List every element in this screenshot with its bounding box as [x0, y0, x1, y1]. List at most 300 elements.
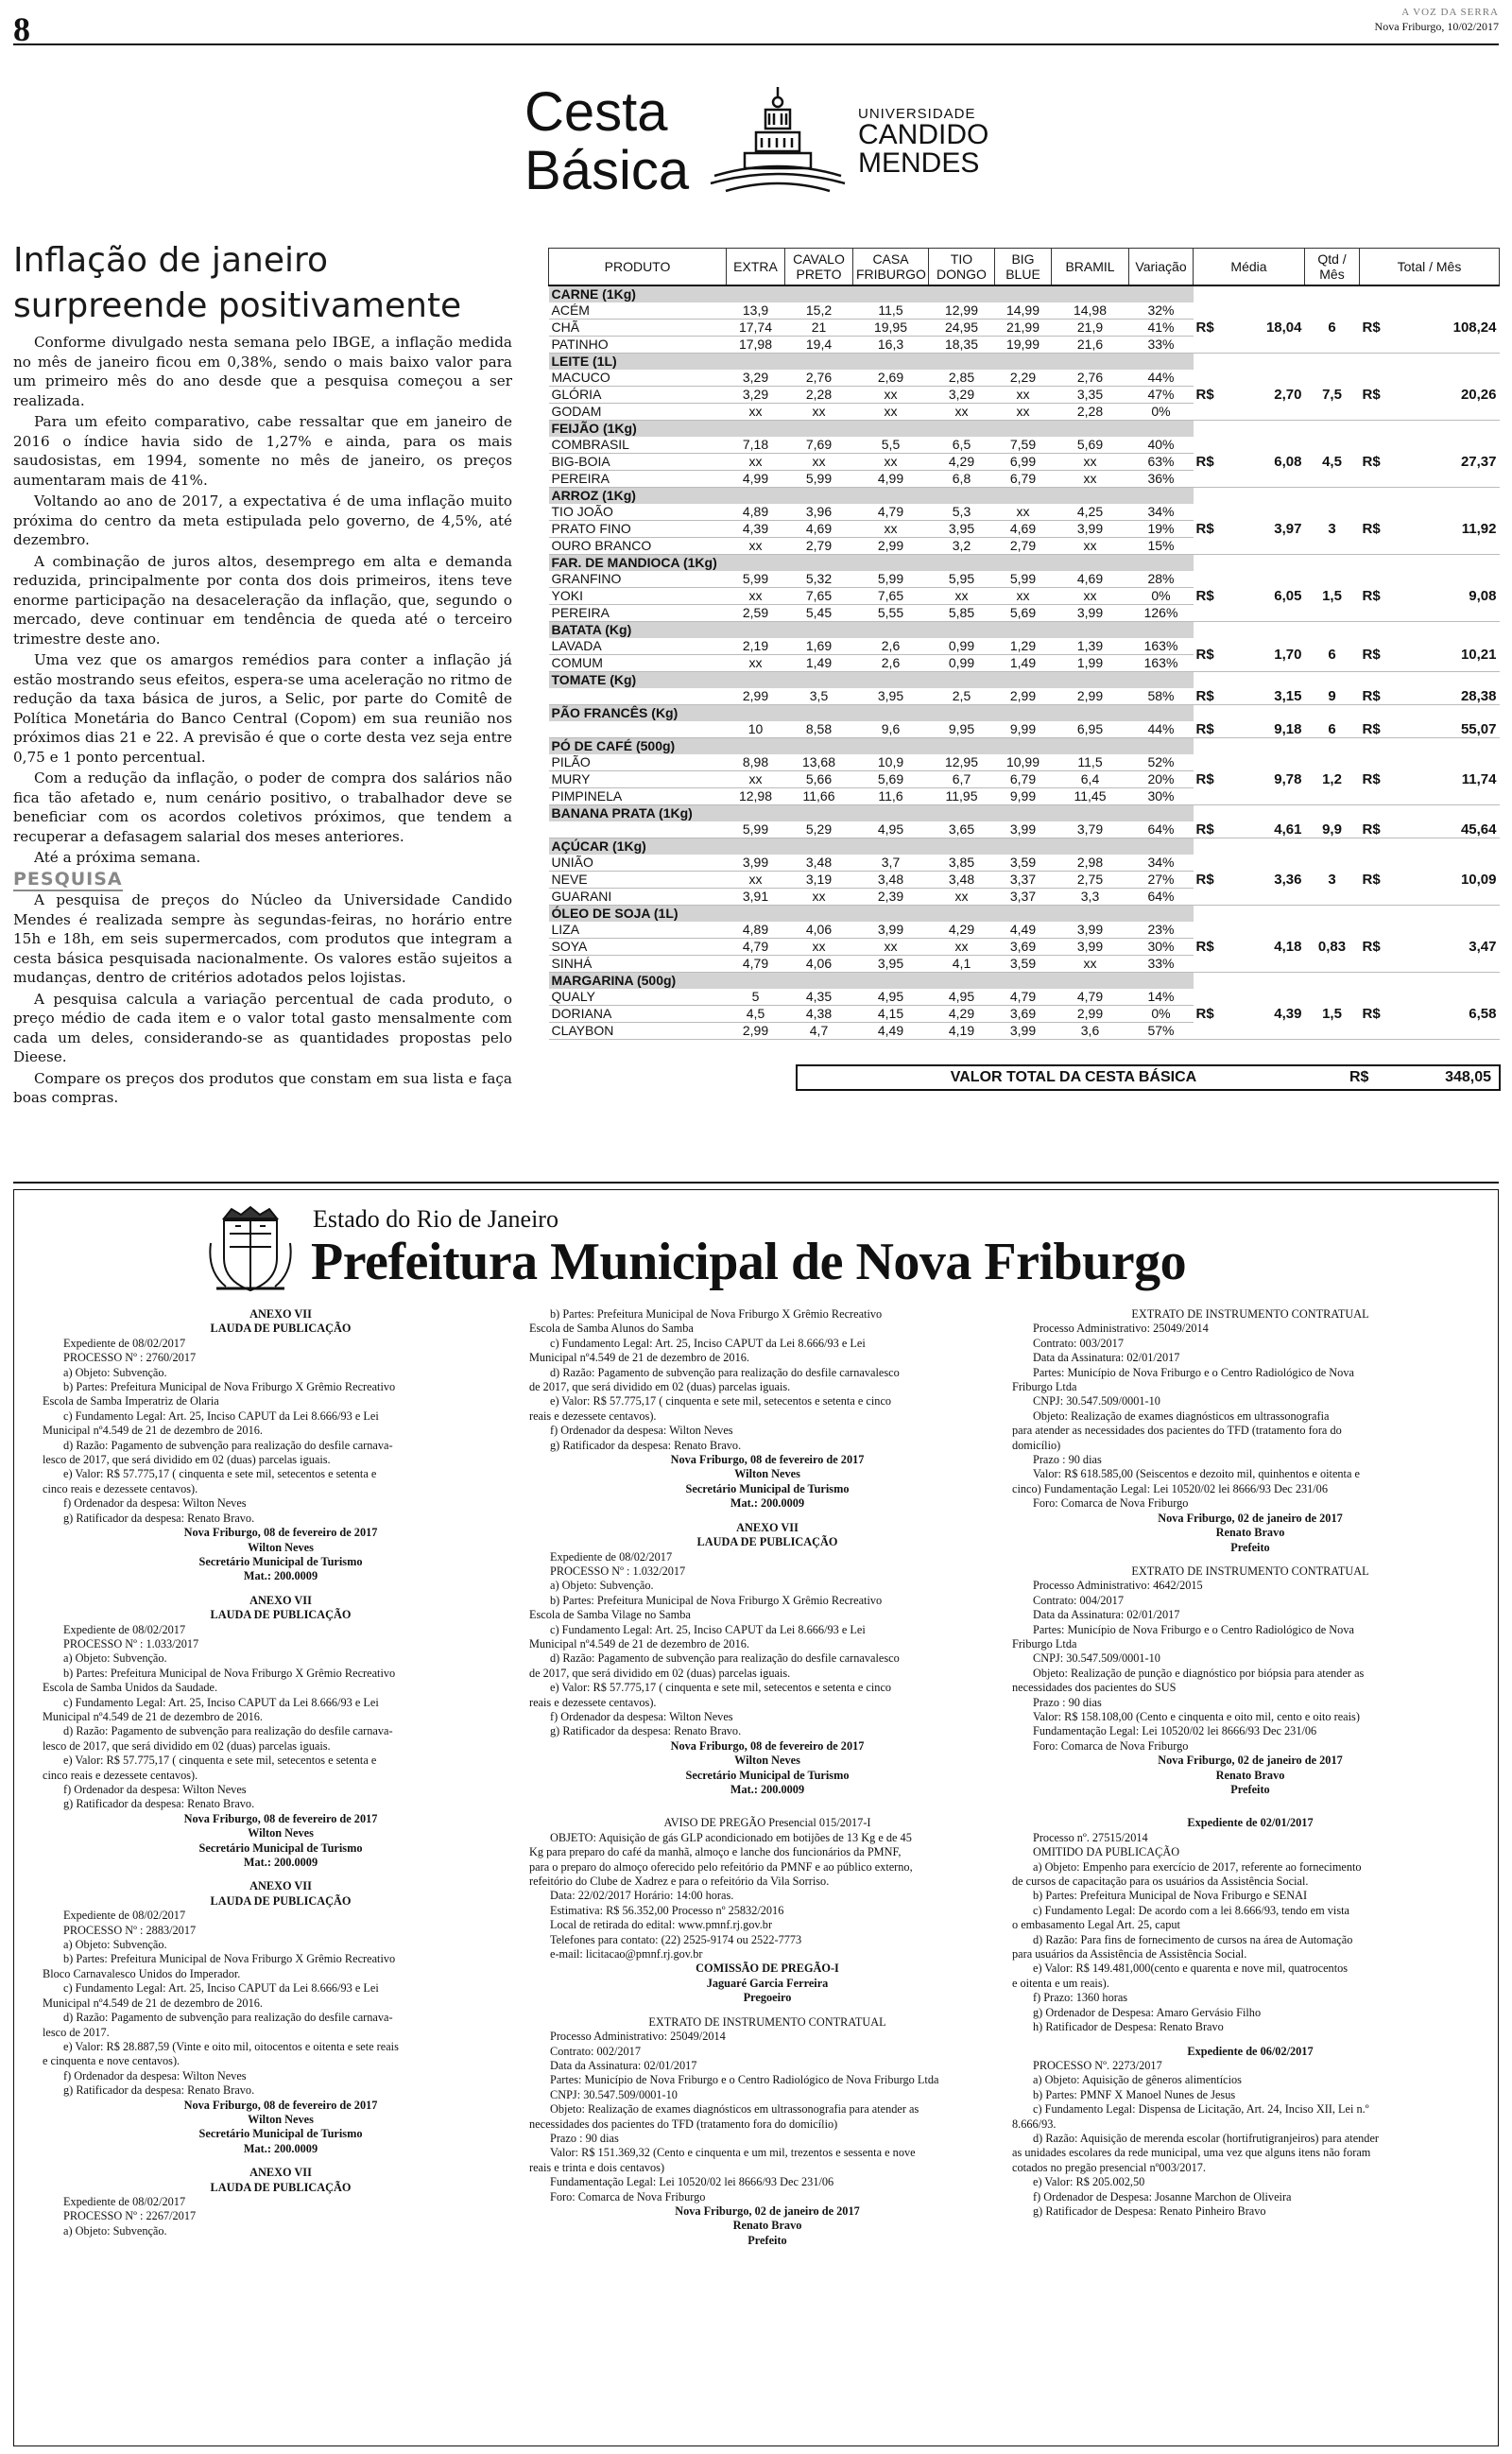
notice-heading-line: ANEXO VII [249, 1593, 312, 1607]
notice-line: Contrato: 002/2017 [550, 2044, 641, 2058]
table-cell: xx [727, 404, 785, 421]
total-month-value: 108,24 [1452, 320, 1497, 336]
table-cell: 7,65 [785, 588, 853, 605]
notice-heading-line: Nova Friburgo, 08 de fevereiro de 2017 [183, 2098, 378, 2112]
table-cell: xx [1052, 454, 1129, 471]
group-media [1194, 302, 1305, 354]
table-cell: MACUCO [549, 370, 727, 387]
price-table-wrapper [548, 248, 1499, 1091]
total-label: VALOR TOTAL DA CESTA BÁSICA [950, 1069, 1197, 1085]
table-cell: xx [1052, 471, 1129, 488]
notice-heading-line: Nova Friburgo, 08 de fevereiro de 2017 [183, 1526, 378, 1540]
notice-heading-line: EXTRATO DE INSTRUMENTO CONTRATUAL [1131, 1307, 1369, 1321]
notice-line: de cursos de capacitação para os usuários da Assistência Social. [1012, 1875, 1309, 1889]
table-row [549, 989, 1500, 1006]
table-cell: 36% [1129, 471, 1194, 488]
group-qtd: 3 [1305, 855, 1360, 906]
table-cell: xx [785, 454, 853, 471]
notice-heading-line: Nova Friburgo, 02 de janeiro de 2017 [1158, 1754, 1343, 1768]
table-cell: 19,95 [853, 320, 929, 337]
table-cell: 20% [1129, 771, 1194, 788]
table-cell: 6,79 [995, 471, 1052, 488]
table-cell: 4,49 [853, 1023, 929, 1040]
table-cell: 3,37 [995, 872, 1052, 889]
table-cell: 19,99 [995, 337, 1052, 354]
table-cell: 0% [1129, 588, 1194, 605]
currency-symbol: R$ [1195, 647, 1214, 663]
notice-line: a) Objeto: Subvenção. [63, 1938, 167, 1952]
notice-line: Foro: Comarca de Nova Friburgo [1033, 1738, 1189, 1753]
col-media: Média [1194, 249, 1305, 286]
group-qtd: 6 [1305, 721, 1360, 738]
table-group-row [549, 738, 1500, 755]
group-filler [1194, 906, 1500, 923]
group-filler [1194, 555, 1500, 572]
notice-line: Partes: Município de Nova Friburgo e o Centro Radiológico de Nova [1033, 1622, 1354, 1636]
table-group-row [549, 622, 1500, 639]
date-line: Nova Friburgo, 10/02/2017 [1374, 20, 1499, 33]
table-cell: 5,99 [727, 821, 785, 838]
notice-line: g) Ratificador da despesa: Renato Bravo. [550, 1438, 742, 1452]
notice-line: Municipal nº4.549 de 21 de dezembro de 2016. [529, 1351, 749, 1365]
table-group-row [549, 973, 1500, 990]
table-cell: 4,95 [853, 989, 929, 1006]
table-cell: 4,79 [853, 504, 929, 521]
currency-symbol: R$ [1195, 454, 1214, 470]
table-cell: LAVADA [549, 638, 727, 655]
notice-line: Municipal nº4.549 de 21 de dezembro de 2016. [43, 1996, 263, 2010]
notice-heading-line: LAUDA DE PUBLICAÇÃO [696, 1535, 838, 1549]
table-cell: 3,19 [785, 872, 853, 889]
table-cell: 2,99 [995, 688, 1052, 705]
group-total [1360, 922, 1500, 973]
table-cell: BIG-BOIA [549, 454, 727, 471]
group-qtd: 1,5 [1305, 989, 1360, 1040]
table-cell: xx [853, 387, 929, 404]
table-cell: 9,6 [853, 721, 929, 738]
section-divider [13, 1182, 1499, 1184]
table-cell: GRANFINO [549, 571, 727, 588]
table-cell: 4,29 [929, 1006, 995, 1023]
table-cell: 3,48 [929, 872, 995, 889]
table-cell: 4,29 [929, 454, 995, 471]
table-cell: 12,98 [727, 788, 785, 805]
table-cell: xx [727, 588, 785, 605]
notice-line: e cinquenta e nove centavos). [43, 2054, 180, 2068]
table-cell: 3,79 [1052, 821, 1129, 838]
col-total: Total / Mês [1360, 249, 1500, 286]
notice-line: e oitenta e um reais). [1012, 1976, 1109, 1990]
table-cell: 6,4 [1052, 771, 1129, 788]
table-cell: 14% [1129, 989, 1194, 1006]
table-cell: 3,3 [1052, 889, 1129, 906]
table-cell: 13,9 [727, 302, 785, 320]
table-row [549, 855, 1500, 872]
table-cell: SINHÁ [549, 956, 727, 973]
table-cell: 4,06 [785, 922, 853, 939]
table-row [549, 302, 1500, 320]
table-cell: 12,99 [929, 302, 995, 320]
notice-line: Prazo : 90 dias [1033, 1695, 1102, 1709]
table-cell: GUARANI [549, 889, 727, 906]
table-cell: 6,99 [995, 454, 1052, 471]
table-cell: 2,28 [1052, 404, 1129, 421]
notice-line: PROCESSO Nº : 1.032/2017 [550, 1564, 686, 1578]
table-cell: xx [785, 404, 853, 421]
table-cell: 3,99 [1052, 521, 1129, 538]
group-filler [1194, 838, 1500, 855]
table-cell: 64% [1129, 889, 1194, 906]
table-group-row [549, 488, 1500, 505]
table-cell: 1,69 [785, 638, 853, 655]
article-headline: Inflação de janeiro surpreende positivamente [13, 241, 462, 325]
table-cell: 44% [1129, 721, 1194, 738]
notice-heading-line: Wilton Neves [248, 1826, 314, 1840]
group-name: BATATA (Kg) [549, 622, 1194, 639]
notice-line: 8.666/93. [1012, 2117, 1057, 2131]
table-row [549, 638, 1500, 655]
table-cell: PATINHO [549, 337, 727, 354]
group-qtd: 3 [1305, 504, 1360, 555]
table-cell: xx [1052, 588, 1129, 605]
table-cell: 7,69 [785, 437, 853, 454]
table-cell: 30% [1129, 939, 1194, 956]
notice-line: Valor: R$ 158.108,00 (Cento e cinquenta e oito mil, cento e oito reais) [1033, 1709, 1360, 1723]
table-cell: YOKI [549, 588, 727, 605]
notice-line: Expediente de 08/02/2017 [63, 1622, 186, 1636]
table-cell: 2,99 [1052, 688, 1129, 705]
table-cell: OURO BRANCO [549, 538, 727, 555]
table-cell: 34% [1129, 855, 1194, 872]
table-cell: PEREIRA [549, 605, 727, 622]
table-cell: 14,98 [1052, 302, 1129, 320]
media-value: 1,70 [1274, 647, 1302, 663]
table-cell: 3,95 [929, 521, 995, 538]
currency-symbol: R$ [1362, 939, 1381, 955]
notice-line: Expediente de 08/02/2017 [63, 1336, 186, 1350]
notice-line: Municipal nº4.549 de 21 de dezembro de 2016. [529, 1636, 749, 1650]
group-media [1194, 754, 1305, 805]
table-cell: 15,2 [785, 302, 853, 320]
price-table-body [549, 285, 1500, 1040]
table-cell: xx [853, 454, 929, 471]
notice-heading-line: Prefeito [747, 2233, 787, 2247]
table-cell: 163% [1129, 655, 1194, 672]
table-cell: 10 [727, 721, 785, 738]
notice-heading-line: Nova Friburgo, 08 de fevereiro de 2017 [670, 1738, 865, 1753]
table-group-row [549, 555, 1500, 572]
table-cell: 163% [1129, 638, 1194, 655]
notice-line: Fundamentação Legal: Lei 10520/02 lei 8666/93 Dec 231/06 [550, 2175, 834, 2189]
notice-line: Valor: R$ 618.585,00 (Seiscentos e dezoito mil, quinhentos e oitenta e [1033, 1467, 1360, 1481]
table-cell: 58% [1129, 688, 1194, 705]
table-cell: 4,1 [929, 956, 995, 973]
table-cell: 6,95 [1052, 721, 1129, 738]
notice-column-1 [43, 1307, 519, 2238]
notice-line: c) Fundamento Legal: De acordo com a lei 8.666/93, tendo em vista [1033, 1903, 1349, 1917]
notice-line: Contrato: 003/2017 [1033, 1336, 1124, 1350]
notice-heading-line: Nova Friburgo, 08 de fevereiro de 2017 [183, 1811, 378, 1825]
notice-line: lesco de 2017. [43, 2025, 110, 2039]
table-cell: 12,95 [929, 754, 995, 771]
notice-heading-line: Secretário Municipal de Turismo [685, 1481, 850, 1495]
notice-line: OBJETO: Aquisição de gás GLP acondicionado em botijões de 13 Kg e de 45 [550, 1830, 912, 1844]
table-cell: 4,25 [1052, 504, 1129, 521]
total-month-value: 55,07 [1460, 721, 1497, 737]
currency-symbol: R$ [1195, 821, 1214, 838]
notice-line: Expediente de 08/02/2017 [63, 1909, 186, 1923]
table-group-row [549, 354, 1500, 371]
notice-line: Expediente de 08/02/2017 [550, 1549, 673, 1564]
table-cell: 28% [1129, 571, 1194, 588]
notice-heading-line: Mat.: 200.0009 [243, 1856, 318, 1870]
table-cell: 21,9 [1052, 320, 1129, 337]
group-name: BANANA PRATA (1Kg) [549, 805, 1194, 822]
notice-line: e-mail: licitacao@pmnf.rj.gov.br [550, 1947, 703, 1961]
table-cell: 4,79 [727, 956, 785, 973]
pesquisa-paragraph: Compare os preços dos produtos que constam em sua lista e faça boas compras. [13, 1069, 512, 1106]
table-cell: 5,3 [929, 504, 995, 521]
table-cell: 24,95 [929, 320, 995, 337]
table-cell: QUALY [549, 989, 727, 1006]
notice-line: cotados no pregão presencial nº003/2017. [1012, 2160, 1206, 2174]
col-cavalo-preto: CAVALO PRETO [785, 249, 853, 286]
table-group-row [549, 906, 1500, 923]
notice-line: Data: 22/02/2017 Horário: 14:00 horas. [550, 1889, 734, 1903]
table-cell: 4,15 [853, 1006, 929, 1023]
table-cell: 2,85 [929, 370, 995, 387]
table-cell: 9,99 [995, 788, 1052, 805]
notice-heading-line: ANEXO VII [249, 2166, 312, 2180]
table-cell: 4,95 [929, 989, 995, 1006]
table-cell: 3,69 [995, 1006, 1052, 1023]
table-cell: 3,29 [929, 387, 995, 404]
logo-line3: MENDES [858, 147, 980, 179]
table-cell: 6,8 [929, 471, 995, 488]
table-cell: 2,6 [853, 638, 929, 655]
group-media [1194, 721, 1305, 738]
notice-line: PROCESSO Nº : 2760/2017 [63, 1351, 197, 1365]
notice-spacer [1012, 1797, 1488, 1806]
notice-spacer [43, 2156, 519, 2166]
table-cell: xx [785, 939, 853, 956]
notice-line: c) Fundamento Legal: Dispensa de Licitação, Art. 24, Inciso XII, Lei n.º [1033, 2102, 1369, 2117]
group-qtd: 9,9 [1305, 821, 1360, 838]
group-media [1194, 688, 1305, 705]
table-cell: 16,3 [853, 337, 929, 354]
table-cell: 2,19 [727, 638, 785, 655]
table-group-row [549, 285, 1500, 302]
notice-heading-line: Renato Bravo [1215, 1768, 1285, 1782]
table-cell: 5,45 [785, 605, 853, 622]
table-cell: 4,99 [853, 471, 929, 488]
group-total [1360, 571, 1500, 622]
notice-line: d) Razão: Pagamento de subvenção para realização do desfile carnava- [63, 1724, 393, 1738]
article-paragraphs [13, 333, 512, 868]
table-cell: 2,99 [727, 688, 785, 705]
notice-line: para atender as necessidades dos pacientes do TFD (tratamento fora do [1012, 1424, 1342, 1438]
table-row [549, 721, 1500, 738]
notice-heading-line: LAUDA DE PUBLICAÇÃO [210, 1608, 352, 1622]
total-month-value: 20,26 [1460, 387, 1497, 403]
table-cell: ACÉM [549, 302, 727, 320]
notice-line: f) Ordenador da despesa: Wilton Neves [550, 1709, 733, 1723]
notice-heading-line: Prefeito [1230, 1540, 1270, 1554]
table-cell: 30% [1129, 788, 1194, 805]
notice-line: domicílio) [1012, 1438, 1061, 1452]
group-name: ARROZ (1Kg) [549, 488, 1194, 505]
page-number: 8 [13, 10, 30, 48]
notice-heading-line: EXTRATO DE INSTRUMENTO CONTRATUAL [1131, 1564, 1369, 1578]
section-title [524, 83, 689, 200]
notice-line: necessidades dos pacientes do SUS [1012, 1681, 1177, 1695]
group-name: PÃO FRANCÊS (Kg) [549, 705, 1194, 722]
table-cell: xx [727, 454, 785, 471]
notice-line: PROCESSO Nº. 2273/2017 [1033, 2058, 1162, 2072]
group-qtd: 6 [1305, 638, 1360, 672]
table-cell: 5,5 [853, 437, 929, 454]
notice-line: b) Partes: Prefeitura Municipal de Nova Friburgo X Grêmio Recreativo [550, 1593, 883, 1607]
pesquisa-paragraph: A pesquisa calcula a variação percentual de cada produto, o preço médio de cada item e o valor total gasto mensalmente com cada um deles, considerando-se as quantidades propostas pelo Dieese. [13, 990, 512, 1065]
table-cell: xx [929, 889, 995, 906]
notice-line: Foro: Comarca de Nova Friburgo [550, 2189, 706, 2203]
table-group-row [549, 838, 1500, 855]
table-cell: 47% [1129, 387, 1194, 404]
table-row [549, 437, 1500, 454]
table-cell: 2,99 [853, 538, 929, 555]
group-qtd: 0,83 [1305, 922, 1360, 973]
table-cell: 40% [1129, 437, 1194, 454]
notice-line: Expediente de 08/02/2017 [63, 2194, 186, 2208]
table-cell: xx [727, 771, 785, 788]
table-cell: 3,59 [995, 956, 1052, 973]
notice-column-3 [1012, 1307, 1488, 2219]
notice-line: e) Valor: R$ 149.481,000(cento e quarenta e nove mil, quatrocentos [1033, 1961, 1349, 1976]
notice-line: PROCESSO Nº : 1.033/2017 [63, 1636, 199, 1650]
col-produto: PRODUTO [549, 249, 727, 286]
notice-line: Prazo : 90 dias [1033, 1453, 1102, 1467]
table-cell: xx [929, 588, 995, 605]
currency-symbol: R$ [1362, 387, 1381, 403]
currency-symbol: R$ [1362, 721, 1381, 737]
notice-line: a) Objeto: Subvenção. [63, 2223, 167, 2238]
notice-line: CNPJ: 30.547.509/0001-10 [550, 2087, 678, 2101]
group-filler [1194, 488, 1500, 505]
notice-line: Objeto: Realização de punção e diagnóstico por biópsia para atender as [1033, 1666, 1365, 1680]
university-wordmark [858, 108, 988, 178]
table-cell: 2,5 [929, 688, 995, 705]
notice-line: a) Objeto: Subvenção. [63, 1651, 167, 1666]
group-total [1360, 688, 1500, 705]
table-cell: 3,99 [1052, 605, 1129, 622]
table-cell: COMBRASIL [549, 437, 727, 454]
group-total [1360, 754, 1500, 805]
table-cell: 4,69 [785, 521, 853, 538]
table-cell: 5,99 [785, 471, 853, 488]
table-row [549, 688, 1500, 705]
article-paragraph: Voltando ao ano de 2017, a expectativa é de uma inflação muito próxima do centro da meta estipulada pelo governo, de 4,5%, até dezembro. [13, 493, 512, 548]
table-cell: 6,79 [995, 771, 1052, 788]
table-cell: 2,98 [1052, 855, 1129, 872]
table-cell: 2,76 [785, 370, 853, 387]
notice-line: e) Valor: R$ 57.775,17 ( cinquenta e sete mil, setecentos e setenta e [63, 1754, 377, 1768]
notice-heading-line: Wilton Neves [248, 2112, 314, 2126]
notice-heading-line: Mat.: 200.0009 [730, 1496, 805, 1511]
notice-line: a) Objeto: Subvenção. [63, 1365, 167, 1379]
city-crest-icon [203, 1205, 298, 1296]
notice-line: Estimativa: R$ 56.352,00 Processo nº 25832/2016 [550, 1903, 784, 1917]
table-cell: xx [1052, 956, 1129, 973]
table-cell: 1,29 [995, 638, 1052, 655]
notice-line: b) Partes: Prefeitura Municipal de Nova Friburgo e SENAI [1033, 1889, 1308, 1903]
notice-line: Municipal nº4.549 de 21 de dezembro de 2016. [43, 1709, 263, 1723]
notice-heading-line: Nova Friburgo, 08 de fevereiro de 2017 [670, 1453, 865, 1467]
table-cell: 5,95 [929, 571, 995, 588]
group-filler [1194, 672, 1500, 689]
media-value: 18,04 [1265, 320, 1302, 336]
ucam-logo [707, 81, 990, 195]
table-cell: 32% [1129, 302, 1194, 320]
table-cell: xx [995, 504, 1052, 521]
currency-symbol: R$ [1362, 821, 1381, 838]
table-cell: DORIANA [549, 1006, 727, 1023]
table-row [549, 504, 1500, 521]
table-cell: 3,7 [853, 855, 929, 872]
table-cell: 3,85 [929, 855, 995, 872]
currency-symbol: R$ [1195, 872, 1214, 888]
table-cell: 19% [1129, 521, 1194, 538]
group-media [1194, 855, 1305, 906]
table-cell: 4,06 [785, 956, 853, 973]
price-table [548, 248, 1500, 1040]
table-cell: 9,95 [929, 721, 995, 738]
table-cell: 4,95 [853, 821, 929, 838]
table-cell: 34% [1129, 504, 1194, 521]
table-cell: 33% [1129, 956, 1194, 973]
table-cell: 2,59 [727, 605, 785, 622]
notice-column-2 [529, 1307, 1005, 2248]
group-name: ÓLEO DE SOJA (1L) [549, 906, 1194, 923]
table-cell: 11,6 [853, 788, 929, 805]
total-amount [1349, 1066, 1499, 1089]
table-cell: 5,99 [853, 571, 929, 588]
total-month-value: 9,08 [1469, 588, 1497, 604]
group-total [1360, 437, 1500, 488]
notice-spacer [1012, 2035, 1488, 2045]
group-qtd: 1,2 [1305, 754, 1360, 805]
col-bramil: BRAMIL [1052, 249, 1129, 286]
notice-line: e) Valor: R$ 57.775,17 ( cinquenta e sete mil, setecentos e setenta e cinco [550, 1681, 892, 1695]
table-cell: xx [727, 872, 785, 889]
notice-line: f) Ordenador de Despesa: Josanne Marchon de Oliveira [1033, 2189, 1292, 2203]
notice-line: cinco) Fundamentação Legal: Lei 10520/02 lei 8666/93 Dec 231/06 [1012, 1481, 1328, 1495]
group-total [1360, 638, 1500, 672]
table-cell: 4,38 [785, 1006, 853, 1023]
notice-line: Processo Administrativo: 25049/2014 [1033, 1322, 1209, 1336]
notice-line: e) Valor: R$ 57.775,17 ( cinquenta e sete mil, setecentos e setenta e [63, 1467, 377, 1481]
notice-heading-line: ANEXO VII [249, 1307, 312, 1321]
table-cell: 4,69 [1052, 571, 1129, 588]
table-row [549, 922, 1500, 939]
notice-line: d) Razão: Pagamento de subvenção para realização do desfile carnava- [63, 2011, 393, 2025]
group-filler [1194, 973, 1500, 990]
table-cell: PRATO FINO [549, 521, 727, 538]
notice-line: para usuários da Assistência de Assistência Social. [1012, 1947, 1247, 1961]
group-name: TOMATE (Kg) [549, 672, 1194, 689]
table-cell: 4,79 [995, 989, 1052, 1006]
notice-line: Partes: Município de Nova Friburgo e o Centro Radiológico de Nova Friburgo Ltda [550, 2073, 939, 2087]
group-qtd: 9 [1305, 688, 1360, 705]
